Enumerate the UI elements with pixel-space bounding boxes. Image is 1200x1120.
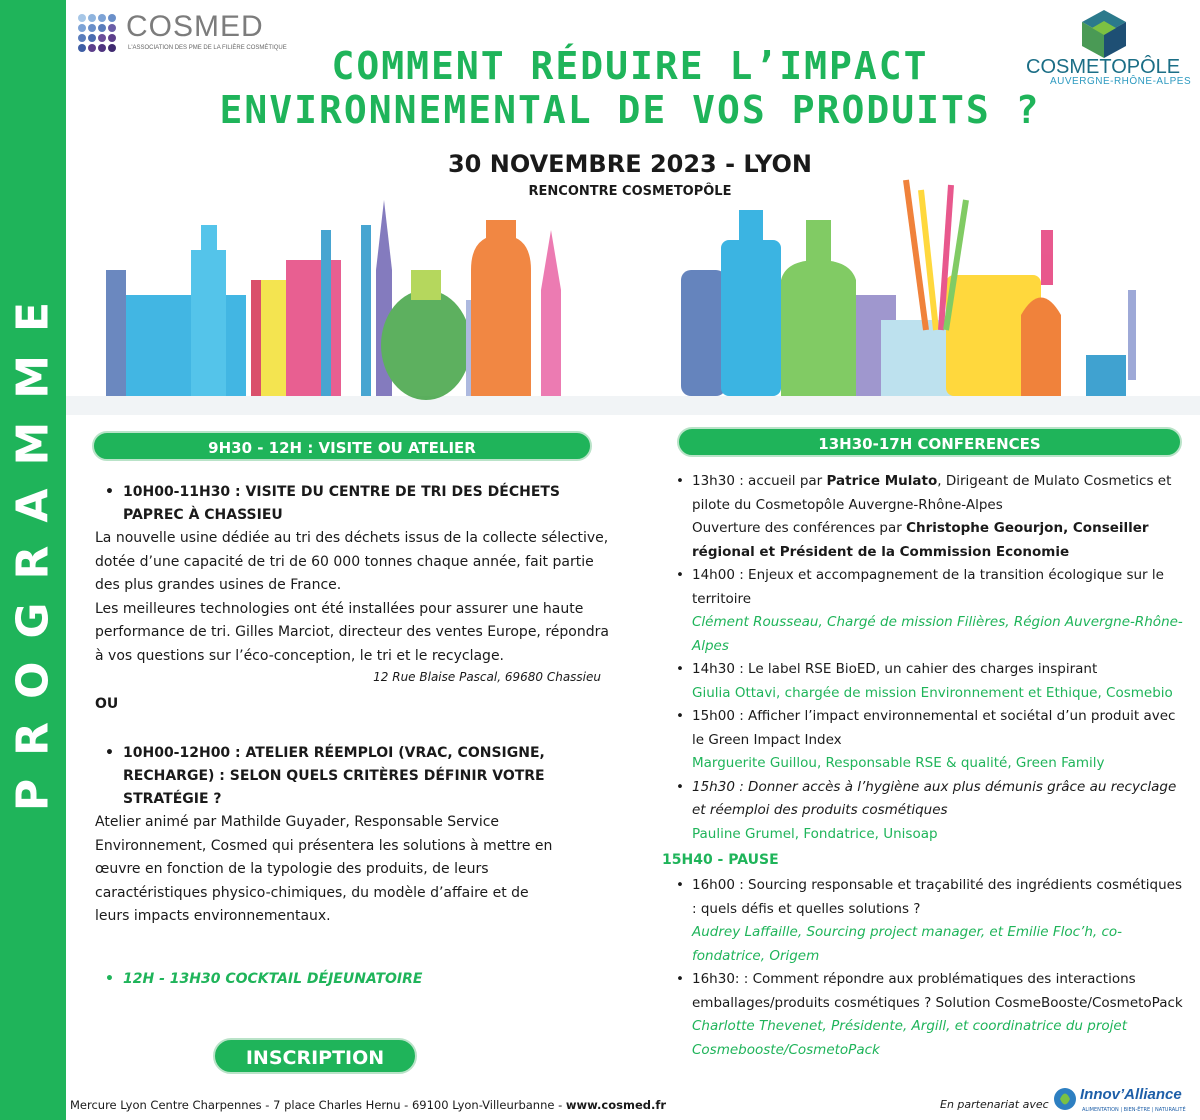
or-separator: OU [95,696,119,712]
speaker-name: Patrice Mulato [826,473,938,489]
conference-item-1400 [662,564,1190,658]
opening-speaker: Christophe Geourjon, Conseiller régional et Président de la Commission Economie [692,520,1149,560]
talk-title: 16h00 : Sourcing responsable et traçabilité des ingrédients cosmétiques : quels défis et quelles solutions ? [692,877,1183,917]
conference-opening [662,517,1190,564]
venue-address: Mercure Lyon Centre Charpennes - 7 place Charles Hernu - 69100 Lyon-Villeurbanne - [70,1098,566,1112]
conference-list-1 [662,470,1190,846]
workshop-title: • 10H00-12H00 : ATELIER RÉEMPLOI (VRAC, CONSIGNE, RECHARGE) : SELON QUELS CRITÈRES DÉFINIR VOTRE STRATÉGIE ? [95,742,593,811]
side-banner [0,0,66,1120]
conference-item-welcome [662,470,1190,517]
workshop-description: Atelier animé par Mathilde Guyader, Responsable Service Environnement, Cosmed qui présentera les solutions à mettre en œuvre en fonction de la typologie des produits, de leurs caractéristiques physico-chimiques, du modèle d’affaire et de leurs impacts environnementaux. [95,814,553,924]
title-line-1: COMMENT RÉDUIRE L’IMPACT [331,44,929,88]
morning-session-pill: 9H30 - 12H : VISITE OU ATELIER [92,431,592,461]
side-banner-text: PROGRAMME [7,278,59,812]
cosmed-logo-name: COSMED [126,10,264,43]
page-title [200,44,1060,132]
visit-address: 12 Rue Blaise Pascal, 69680 Chassieu [373,670,601,684]
talk-speaker: Pauline Grumel, Fondatrice, Unisoap [692,825,938,842]
speaker-role: , Dirigeant de Mulato Cosmetics et pilote du Cosmetopôle Auvergne-Rhône-Alpes [692,473,1172,513]
website-link[interactable]: www.cosmed.fr [565,1098,667,1112]
cosmetopole-logo-region: AUVERGNE-RHÔNE-ALPES [1050,76,1192,87]
innov-alliance-logo [1052,1082,1188,1116]
footer-address [70,1098,666,1112]
event-subtitle: RENCONTRE COSMETOPÔLE [528,184,732,199]
conference-item-1630 [662,968,1190,1062]
talk-title: 14h00 : Enjeux et accompagnement de la transition écologique sur le territoire [692,567,1164,607]
conference-item-1500 [662,705,1190,776]
conferences-column [662,470,1190,1062]
visit-description-2: Les meilleures technologies ont été installées pour assurer une haute performance de tri. Gilles Marciot, directeur des ventes Europe, répondra à vos questions sur l’éco-conception, le tri et le recyclage. [95,600,609,664]
conference-time-text: 13h30 : accueil par [692,473,827,489]
conference-item-1430 [662,658,1190,705]
opening-text: Ouverture des conférences par [692,520,907,536]
innov-alliance-name: Innov’Alliance [1080,1086,1182,1103]
talk-title: 15h30 : Donner accès à l’hygiène aux plus démunis grâce au recyclage et réemploi des produits cosmétiques [692,778,1177,818]
cosmetic-bottles-illustration [66,170,1200,415]
conference-list-2 [662,874,1190,1062]
talk-speaker: Marguerite Guillou, Responsable RSE & qualité, Green Family [692,755,1105,771]
innov-alliance-icon [1052,1084,1078,1114]
visit-description-1: La nouvelle usine dédiée au tri des déchets issus de la collecte sélective, dotée d’une capacité de tri de 60 000 tonnes chaque année, fait partie des plus grandes usines de France. [95,530,609,593]
cosmetopole-logo-name: COSMETOPÔLE [1026,56,1181,78]
talk-speaker: Clément Rousseau, Chargé de mission Filières, Région Auvergne-Rhône-Alpes [692,614,1183,654]
cosmed-dots-icon [78,12,122,52]
innov-alliance-tagline: ALIMENTATION | BIEN-ÊTRE | NATURALITÉ [1082,1107,1186,1113]
talk-speaker: Audrey Laffaille, Sourcing project manager, et Emilie Floc’h, co-fondatrice, Origem [692,924,1123,964]
pause-label: 15H40 - PAUSE [662,852,779,868]
cocktail-item: • 12H - 13H30 COCKTAIL DÉJEUNATOIRE [95,971,615,987]
title-line-2: ENVIRONNEMENTAL DE VOS PRODUITS ? [219,88,1041,132]
talk-speaker: Giulia Ottavi, chargée de mission Environnement et Ethique, Cosmebio [692,684,1173,701]
cosmed-logo-tagline: L'ASSOCIATION DES PME DE LA FILIÈRE COSMÉTIQUE [128,45,287,51]
conference-item-1600 [662,874,1190,968]
inscription-button[interactable]: INSCRIPTION [213,1038,417,1074]
conference-item-1530 [662,776,1190,847]
talk-title: 14h30 : Le label RSE BioED, un cahier des charges inspirant [692,661,1098,677]
partner-label: En partenariat avec [940,1098,1049,1111]
morning-column [95,481,615,987]
visit-title: • 10H00-11H30 : VISITE DU CENTRE DE TRI DES DÉCHETS PAPREC À CHASSIEU [95,481,615,527]
event-date: 30 NOVEMBRE 2023 - LYON [447,150,812,178]
talk-speaker: Charlotte Thevenet, Présidente, Argill, et coordinatrice du projet Cosmebooste/CosmetoPack [692,1018,1128,1058]
talk-title: 16h30: : Comment répondre aux problématiques des interactions emballages/produits cosmétiques ? Solution CosmeBooste/CosmetoPack [692,971,1183,1011]
talk-title: 15h00 : Afficher l’impact environnemental et sociétal d’un produit avec le Green Impact Index [692,708,1176,748]
afternoon-session-pill: 13H30-17H CONFERENCES [677,427,1182,457]
